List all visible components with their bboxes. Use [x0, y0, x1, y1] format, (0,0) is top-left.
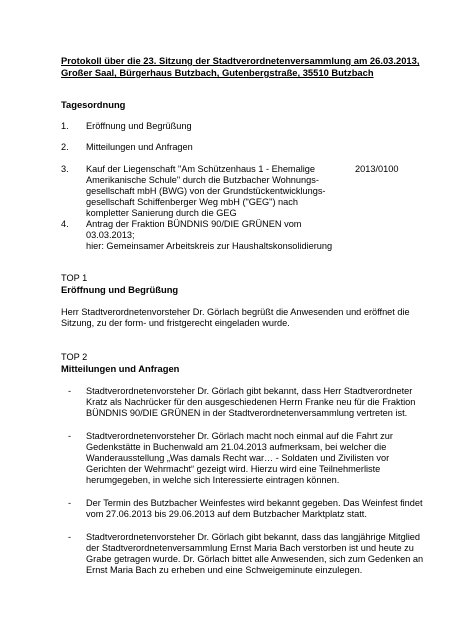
top2-item-1-line: Kratz als Nachrücker für den ausgeschiedenen Herrn Franke neu für die Fraktion — [86, 397, 416, 407]
agenda-item-3-line: Amerikanische Schule" durch die Butzbacher Wohnungs- — [86, 175, 319, 185]
agenda-item-2-number: 2. — [61, 142, 69, 152]
list-bullet: - — [68, 498, 72, 508]
agenda-item-4-line: 03.03.2013; — [86, 230, 135, 240]
document-title-line-2: Großer Saal, Bürgerhaus Butzbach, Gutenbergstraße, 35510 Butzbach — [61, 67, 374, 78]
agenda-item-4-line: Antrag der Fraktion BÜNDNIS 90/DIE GRÜNEN vom — [86, 219, 302, 229]
top2-item-2-line: Gerichten der Wehrmacht“ gezeigt wird. Hierzu wird eine Teilnehmerliste — [86, 464, 381, 474]
top2-item-3-line: vom 27.06.2013 bis 29.06.2013 auf dem Butzbacher Marktplatz statt. — [86, 509, 367, 519]
agenda-heading: Tagesordnung — [61, 99, 126, 110]
agenda-item-1-text: Eröffnung und Begrüßung — [86, 121, 192, 131]
agenda-item-4-number: 4. — [61, 219, 69, 229]
list-bullet: - — [68, 431, 72, 441]
top2-label: TOP 2 — [61, 352, 88, 362]
agenda-item-2-text: Mitteilungen und Anfragen — [86, 142, 193, 152]
top1-paragraph-line: Sitzung, zu der form- und fristgerecht eingeladen wurde. — [61, 318, 290, 328]
top2-item-2-line: Stadtverordnetenvorsteher Dr. Görlach macht noch einmal auf die Fahrt zur — [86, 431, 393, 441]
top1-paragraph-line: Herr Stadtverordnetenvorsteher Dr. Görlach begrüßt die Anwesenden und eröffnet die — [61, 307, 410, 317]
document-title-line-1: Protokoll über die 23. Sitzung der Stadtverordnetenversammlung am 26.03.2013, — [61, 55, 420, 66]
agenda-item-1-number: 1. — [61, 121, 69, 131]
top2-item-1-line: BÜNDNIS 90/DIE GRÜNEN in der Stadtverordnetenversammlung vertreten ist. — [86, 408, 408, 418]
agenda-item-3-reference: 2013/0100 — [355, 164, 399, 174]
top2-item-4-line: Grabe getragen wurde. Dr. Görlach bittet alle Anwesenden, sich zum Gedenken an — [86, 554, 424, 564]
agenda-item-3-number: 3. — [61, 164, 69, 174]
agenda-item-3-line: gesellschaft mbH (BWG) von der Grundstückentwicklungs- — [86, 186, 326, 196]
agenda-item-3-line: Kauf der Liegenschaft "Am Schützenhaus 1 - Ehemalige — [86, 164, 316, 174]
top1-heading: Eröffnung und Begrüßung — [61, 284, 179, 295]
top2-item-4-line: Stadtverordnetenvorsteher Dr. Görlach gibt bekannt, dass das langjährige Mitglied — [86, 532, 421, 542]
top2-item-2-line: herumgegeben, in welche sich Interessierte eintragen können. — [86, 475, 340, 485]
agenda-item-3-line: gesellschaft Schiffenberger Weg mbH ("GEG") nach — [86, 197, 298, 207]
top2-item-3-line: Der Termin des Butzbacher Weinfestes wird bekannt gegeben. Das Weinfest findet — [86, 498, 423, 508]
top2-item-2-line: Gedenkstätte in Buchenwald am 21.04.2013 aufmerksam, bei welcher die — [86, 442, 387, 452]
top2-item-4-line: Ernst Maria Bach zu erheben und eine Schweigeminute einzulegen. — [86, 565, 363, 575]
top1-label: TOP 1 — [61, 273, 88, 283]
top2-item-4-line: der Stadtverordnetenversammlung Ernst Maria Bach verstorben ist und heute zu — [86, 543, 414, 553]
agenda-item-3-line: kompletter Sanierung durch die GEG — [86, 208, 237, 218]
top2-item-2-line: Wanderausstellung „Was damals Recht war… - Soldaten und Zivilisten vor — [86, 453, 390, 463]
list-bullet: - — [68, 386, 72, 396]
top2-heading: Mitteilungen und Anfragen — [61, 363, 180, 374]
list-bullet: - — [68, 532, 72, 542]
agenda-item-4-line: hier: Gemeinsamer Arbeitskreis zur Haushaltskonsolidierung — [86, 241, 333, 251]
top2-item-1-line: Stadtverordnetenvorsteher Dr. Görlach gibt bekannt, dass Herr Stadtverordneter — [86, 386, 413, 396]
